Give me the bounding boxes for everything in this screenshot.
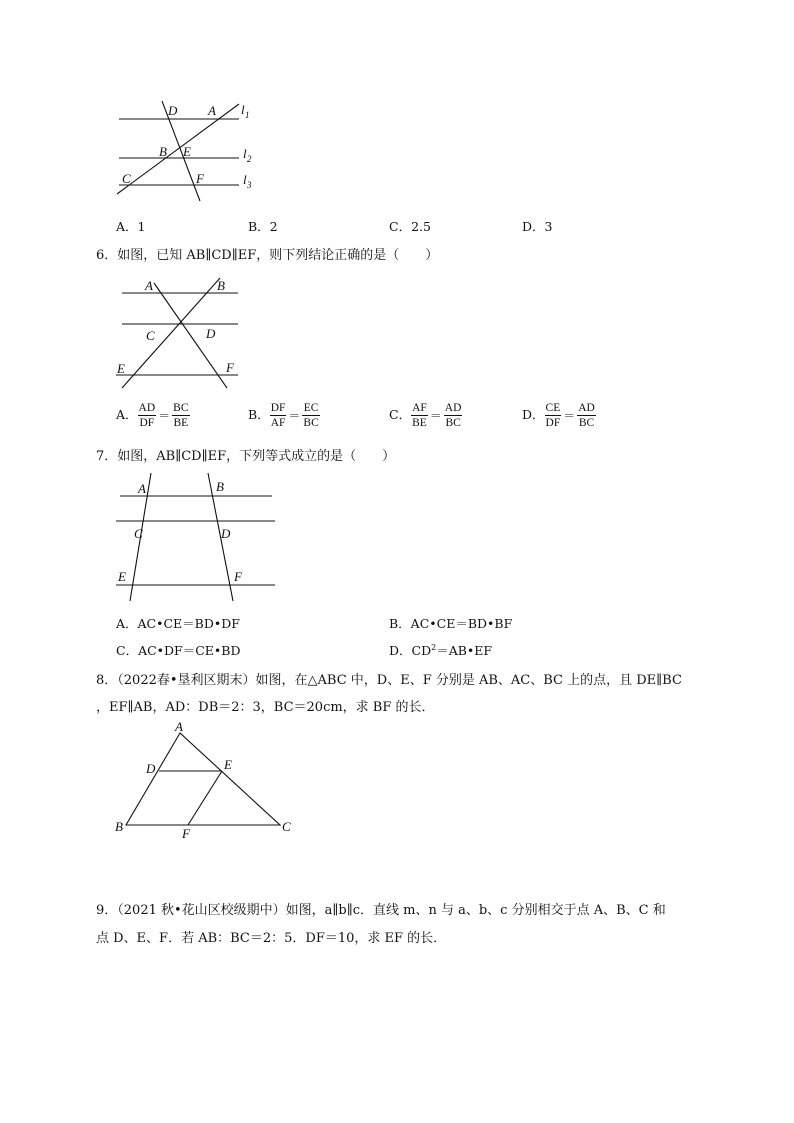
q5-option-d[interactable]: D．3	[522, 219, 553, 234]
option-letter: C．	[389, 407, 412, 422]
label-E: E	[224, 757, 232, 772]
label-C: C	[122, 171, 131, 186]
fraction: $\frac{CE}{DF}$	[545, 402, 561, 429]
label-F: F	[182, 826, 190, 841]
q7-option-d[interactable]: D．$CD^2=AB•EF$	[389, 642, 493, 658]
q6-stem: 6．如图，已知 AB∥CD∥EF，则下列结论正确的是（ ）	[96, 248, 439, 263]
fraction: $\frac{AF}{BE}$	[412, 402, 427, 429]
q5-option-c[interactable]: C．2.5	[389, 219, 431, 234]
triangle-abc	[126, 733, 280, 825]
option-letter: D．	[522, 407, 545, 422]
q7-option-a[interactable]: A．AC•CE＝BD•DF	[116, 616, 240, 631]
label-B: B	[216, 479, 224, 494]
label-A: A	[175, 719, 183, 734]
label-E: E	[118, 569, 126, 584]
q5-option-b[interactable]: B．2	[248, 219, 278, 234]
option-letter: A．	[116, 407, 138, 422]
label-C: C	[282, 819, 291, 834]
label-B: B	[115, 819, 123, 834]
fraction: $\frac{DF}{AF}$	[270, 402, 286, 429]
label-D: D	[221, 526, 231, 541]
label-D: D	[168, 103, 178, 118]
q8-text-line2: ，EF∥AB，AD：DB＝2：3，BC＝20cm，求 BF 的长．	[96, 700, 435, 715]
q6-option-a[interactable]: A． $\frac{AD}{DF}$ ＝ $\frac{BC}{BE}$	[116, 402, 189, 429]
label-B: B	[217, 278, 225, 293]
label-l2-sub: 2	[247, 154, 252, 164]
q7-stem: 7．如图，AB∥CD∥EF，下列等式成立的是（ ）	[96, 449, 396, 464]
fraction: $\frac{EC}{BC}$	[303, 402, 319, 429]
fraction: $\frac{AD}{BC}$	[578, 402, 595, 429]
label-E: E	[117, 361, 125, 376]
segment-ef	[188, 771, 222, 825]
q9-text-line1: 9．（2021 秋•花山区校级期中）如图，a∥b∥c．直线 m、n 与 a、b、c 分别相交于点 A、B、C 和	[96, 903, 666, 918]
q7-option-c[interactable]: C．AC•DF＝CE•BD	[116, 643, 241, 658]
q6-option-b[interactable]: B． $\frac{DF}{AF}$ ＝ $\frac{EC}{BC}$	[248, 402, 319, 429]
label-l1-sub: 1	[245, 110, 250, 120]
label-F: F	[196, 171, 204, 186]
label-C: C	[146, 328, 155, 343]
option-letter: B．	[248, 407, 270, 422]
label-E: E	[183, 144, 191, 159]
q5-option-a[interactable]: A．1	[116, 219, 146, 234]
q7-option-b[interactable]: B．AC•CE＝BD•BF	[389, 616, 513, 631]
label-l3: l	[243, 172, 247, 187]
label-l2: l	[243, 146, 247, 161]
label-l1: l	[241, 102, 245, 117]
q6-option-d[interactable]: D． $\frac{CE}{DF}$ ＝ $\frac{AD}{BC}$	[522, 402, 595, 429]
label-A: A	[138, 481, 146, 496]
fraction: $\frac{BC}{BE}$	[173, 402, 189, 429]
label-A: A	[145, 278, 153, 293]
label-A: A	[208, 103, 216, 118]
q6-option-c[interactable]: C． $\frac{AF}{BE}$ ＝ $\frac{AD}{BC}$	[389, 402, 462, 429]
fraction: $\frac{AD}{BC}$	[444, 402, 462, 429]
q8-text-line1: 8．（2022春•垦利区期末）如图，在△ABC 中，D、E、F 分别是 AB、AC、BC 上的点，且 DE∥BC	[96, 673, 682, 688]
fraction: $\frac{AD}{DF}$	[138, 402, 156, 429]
label-C: C	[134, 526, 143, 541]
label-D: D	[206, 326, 216, 341]
label-l3-sub: 3	[247, 180, 252, 190]
label-D: D	[146, 761, 156, 776]
q9-text-line2: 点 D、E、F．若 AB：BC＝2：5．DF＝10，求 EF 的长．	[96, 931, 447, 946]
label-F: F	[234, 569, 242, 584]
label-F: F	[226, 360, 234, 375]
label-B: B	[159, 144, 167, 159]
